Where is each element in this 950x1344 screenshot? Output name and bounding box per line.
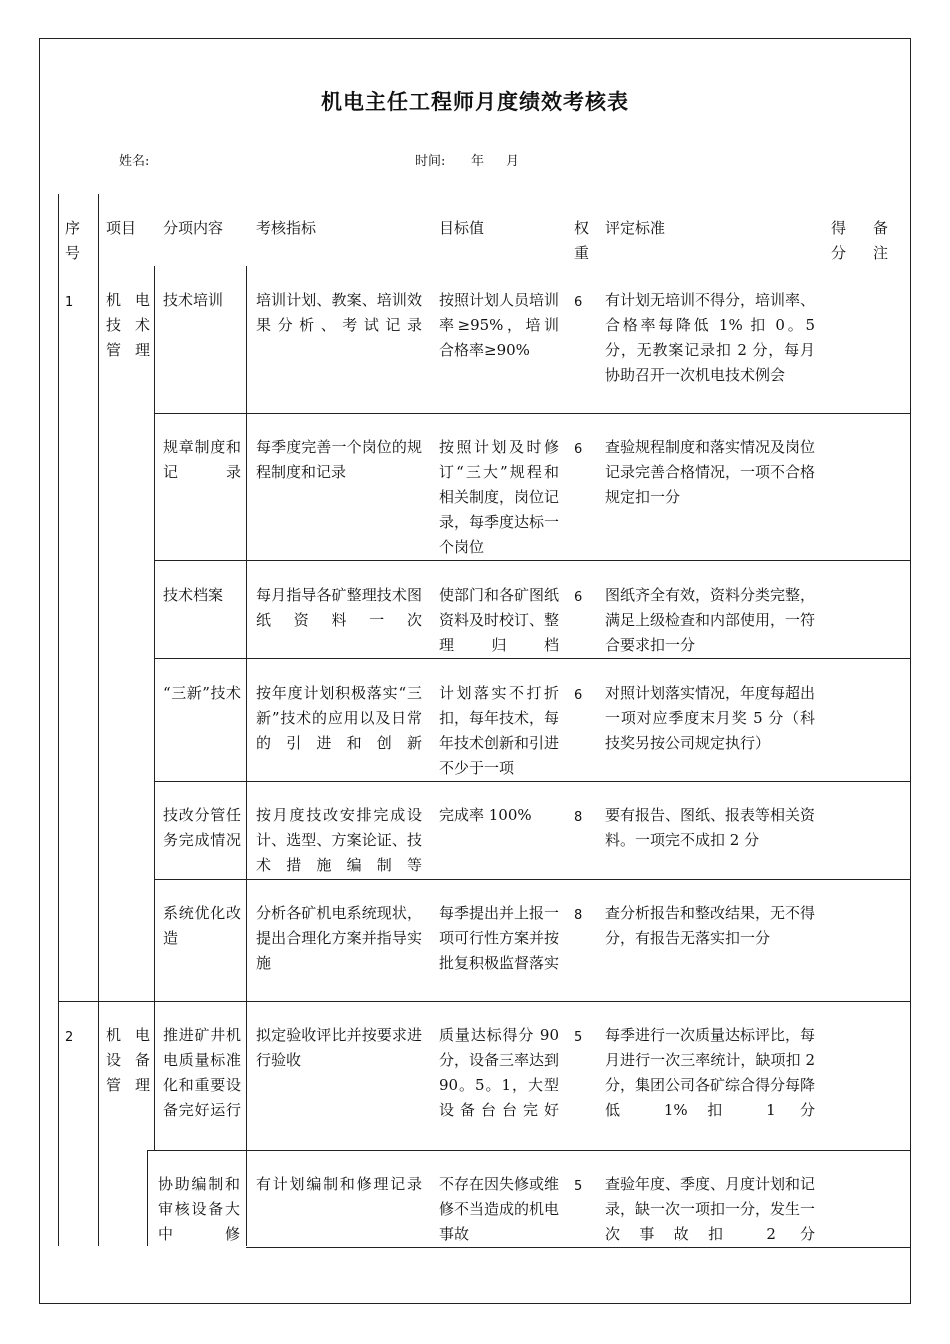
row-sub: 规章制度和记录 (163, 438, 241, 481)
header-score: 得分 (831, 219, 847, 262)
row-sub: 技术档案 (163, 586, 224, 604)
row-sub: 协助编制和审核设备大中修 (158, 1175, 240, 1243)
row-target: 质量达标得分 90 分，设备三率达到 90。5。1，大型设备台台完好 (439, 1026, 560, 1119)
row-target: 完成率 100% (439, 806, 532, 824)
row-target: 不存在因失修或维修不当造成的机电事故 (439, 1175, 560, 1243)
row-indicator: 按年度计划积极落实“三新”技术的应用以及日常的引进和创新 (256, 684, 422, 752)
row-standard: 查验规程制度和落实情况及岗位记录完善合格情况，一项不合格规定扣一分 (605, 438, 816, 506)
header-item: 项目 (106, 219, 137, 237)
time-label: 时间: (415, 154, 446, 169)
row-weight: 6 (574, 688, 583, 703)
row-target: 计划落实不打折扣，每年技术，每年技术创新和引进不少于一项 (439, 684, 560, 777)
group-item: 机电技术管理 (106, 291, 150, 359)
row-weight: 6 (574, 295, 583, 310)
row-weight: 5 (574, 1030, 583, 1045)
header-seq: 序号 (65, 219, 81, 262)
row-indicator: 拟定验收评比并按要求进行验收 (256, 1026, 422, 1069)
row-indicator: 分析各矿机电系统现状，提出合理化方案并指导实施 (256, 904, 422, 972)
row-sub: 技改分管任务完成情况 (163, 806, 241, 849)
row-standard: 要有报告、图纸、报表等相关资料。一项完不成扣 2 分 (605, 806, 816, 849)
row-target: 按照计划及时修订“三大”规程和相关制度，岗位记录，每季度达标一个岗位 (439, 438, 560, 556)
row-target: 按照计划人员培训率≥95%，培训合格率≥90% (439, 291, 560, 359)
row-weight: 6 (574, 590, 583, 605)
row-target: 使部门和各矿图纸资料及时校订、整理归档 (439, 586, 560, 654)
row-weight: 6 (574, 442, 583, 457)
row-indicator: 每月指导各矿整理技术图纸资料一次 (256, 586, 422, 629)
group-seq: 1 (65, 295, 74, 310)
group-seq: 2 (65, 1030, 74, 1045)
row-sub: 技术培训 (163, 291, 224, 309)
row-standard: 每季进行一次质量达标评比，每月进行一次三率统计，缺项扣 2 分，集团公司各矿综合得分每降低 1%扣 1 分 (605, 1026, 816, 1119)
page-title: 机电主任工程师月度绩效考核表 (321, 90, 629, 114)
row-weight: 8 (574, 810, 583, 825)
row-sub: 系统优化改造 (163, 904, 241, 947)
header-remark: 备注 (873, 219, 889, 262)
row-indicator: 每季度完善一个岗位的规程制度和记录 (256, 438, 422, 481)
row-sub: “三新”技术 (163, 684, 241, 702)
header-sub: 分项内容 (163, 219, 224, 237)
header-target: 目标值 (439, 219, 485, 237)
header-standard: 评定标准 (605, 219, 666, 237)
group-item: 机电设备管理 (106, 1026, 150, 1094)
row-weight: 8 (574, 908, 583, 923)
row-indicator: 按月度技改安排完成设计、选型、方案论证、技术措施编制等 (256, 806, 422, 874)
header-indicator: 考核指标 (256, 219, 317, 237)
row-standard: 对照计划落实情况，年度每超出一项对应季度末月奖 5 分（科技奖另按公司规定执行） (605, 684, 816, 752)
row-standard: 图纸齐全有效，资料分类完整，满足上级检查和内部使用，一符合要求扣一分 (605, 586, 816, 654)
year-label: 年 (471, 154, 485, 169)
month-label: 月 (506, 154, 520, 169)
row-indicator: 培训计划、教案、培训效果分析、考试记录 (256, 291, 422, 334)
row-standard: 有计划无培训不得分，培训率、合格率每降低 1% 扣 0。5 分，无教案记录扣 2 分，每月协助召开一次机电技术例会 (605, 291, 816, 384)
row-weight: 5 (574, 1179, 583, 1194)
row-target: 每季提出并上报一项可行性方案并按批复积极监督落实 (439, 904, 560, 972)
row-standard: 查分析报告和整改结果，无不得分，有报告无落实扣一分 (605, 904, 816, 947)
name-label: 姓名: (119, 154, 150, 169)
row-indicator: 有计划编制和修理记录 (256, 1175, 422, 1193)
row-sub: 推进矿井机电质量标准化和重要设备完好运行 (163, 1026, 241, 1119)
row-standard: 查验年度、季度、月度计划和记录，缺一次一项扣一分，发生一次事故扣 2 分 (605, 1175, 816, 1243)
header-weight: 权重 (574, 219, 590, 262)
